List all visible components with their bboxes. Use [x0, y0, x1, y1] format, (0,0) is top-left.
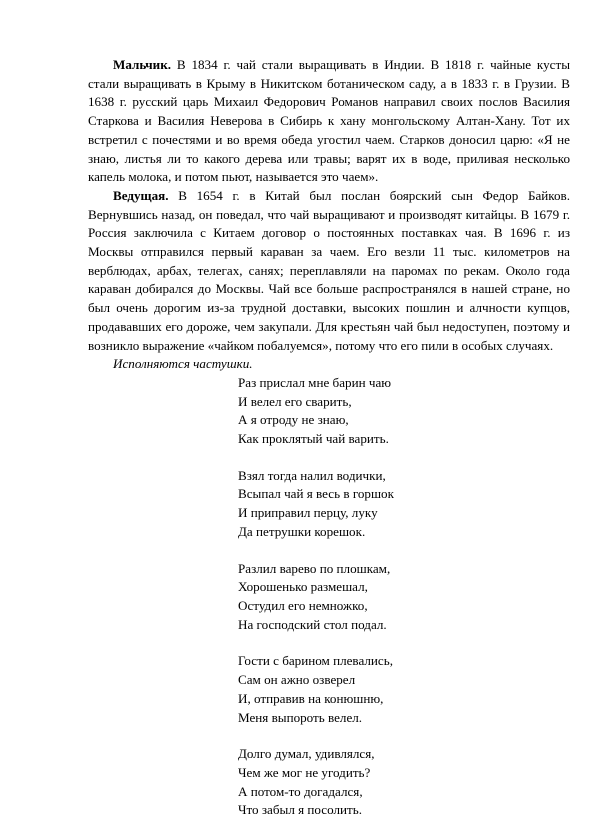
poem-line: А я отроду не знаю, — [238, 412, 349, 428]
poem-line: Взял тогда налил водички, — [238, 467, 386, 483]
poem-line: И приправил перцу, луку — [238, 505, 378, 521]
stanza — [238, 374, 570, 449]
poem-line: Как проклятый чай варить. — [238, 431, 389, 447]
stanza — [238, 652, 570, 727]
paragraph-boy — [88, 56, 570, 187]
poem-line: Да петрушки корешок. — [238, 523, 366, 539]
poem-line: Разлил варево по плошкам, — [238, 560, 391, 576]
poem-line: Чем же мог не угодить? — [238, 764, 371, 780]
poem-line: Хорошенько размешал, — [238, 579, 368, 595]
poem-line: Гости с барином плевались, — [238, 653, 393, 669]
stage-direction: Исполняются частушки. — [113, 356, 253, 372]
speaker-label: Мальчик. — [113, 57, 172, 72]
poem-line: И, отправив на конюшню, — [238, 690, 384, 706]
paragraph-text: В 1834 г. чай стали выращивать в Индии. В 1818 г. чайные кусты стали выращивать в Крыму в Никитском ботаническом саду, а в 1833 г. в Грузии. В 1638 г. русский царь Михаил Федорович Романов направил своих послов Василия Старкова и Василия Неверова в Сибирь к хану монгольскому Алтан-Хану. Тот их встретил с почестями и во время обеда угостил чаем. Старков доносил царю: «Я не знаю, листья ли то какого дерева или травы; варят их в воде, приливая несколько капель молока, и потом пьют, называется это чаем». — [88, 57, 570, 185]
stanza — [238, 745, 570, 820]
stanza — [238, 467, 570, 542]
document-page — [88, 56, 570, 820]
poem-line: Что забыл я посолить. — [238, 802, 363, 818]
speaker-label: Ведущая. — [113, 187, 169, 203]
poem-line: Раз прислал мне барин чаю — [238, 374, 392, 390]
stanza — [238, 560, 570, 635]
paragraph-text: В 1654 г. в Китай был послан боярский сын Федор Байков. Вернувшись назад, он поведал, что чай выращивают и производят китайцы. В 1679 г. Россия заключила с Китаем договор о постоянных поставках чая. В 1696 г. из Москвы отправился первый караван за чаем. Его везли 11 тыс. километров на верблюдах, арбах, телегах, санях; переплавляли на паромах по рекам. Около года караван добирался до Москвы. Чай все больше распространялся в нашей стране, но был очень дорогим из-за трудной доставки, высоких пошлин и алчности купцов, продававших его дороже, чем закупали. Для крестьян чай был недоступен, поэтому и возникло выражение «чайком побалуемся», потому что его пили в особых случаях. — [88, 187, 570, 353]
poem-line: Долго думал, удивлялся, — [238, 746, 375, 762]
poem-line: Сам он ажно озверел — [238, 672, 356, 688]
poem-line: Всыпал чай я весь в горшок — [238, 486, 394, 502]
poem-line: И велел его сварить, — [238, 393, 352, 409]
poem-line: Остудил его немножко, — [238, 597, 368, 613]
poem-chastushki — [238, 374, 570, 820]
poem-line: А потом-то догадался, — [238, 783, 363, 799]
poem-line: Меня выпороть велел. — [238, 709, 363, 725]
poem-line: На господский стол подал. — [238, 616, 387, 632]
paragraph-host — [88, 187, 570, 355]
